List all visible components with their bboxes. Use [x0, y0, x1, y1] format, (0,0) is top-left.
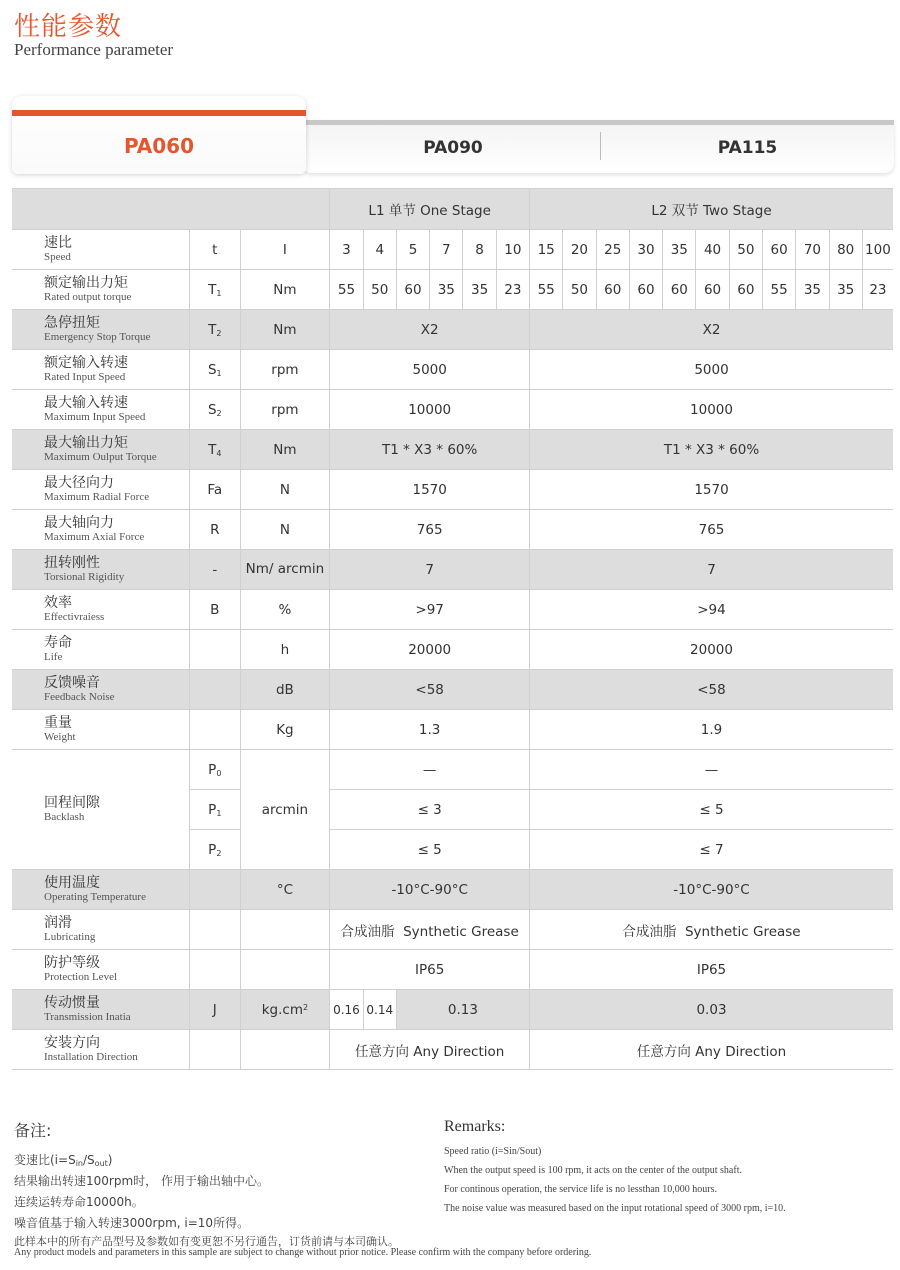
- param-cn: 最大输入转速: [44, 394, 128, 411]
- param-symbol: J: [190, 990, 240, 1030]
- torque-value: 35: [829, 270, 862, 310]
- param-cn: 使用温度: [44, 874, 100, 891]
- param-cn: 回程间隙: [44, 794, 100, 811]
- param-symbol: [190, 670, 240, 710]
- table-row: [12, 550, 893, 590]
- stage-one-value: 10000: [330, 390, 530, 430]
- stage-two-value: <58: [530, 670, 893, 710]
- stage-one-value: X2: [330, 310, 530, 350]
- stage-two-value: IP65: [530, 950, 893, 990]
- param-unit: [240, 910, 330, 950]
- param-symbol: [190, 710, 240, 750]
- remarks-cn-line: 结果输出转速100rpm时， 作用于输出轴中心。: [14, 1174, 269, 1188]
- ratio-value: 7: [430, 230, 463, 270]
- torque-value: 23: [862, 270, 893, 310]
- param-en: Maximum Axial Force: [44, 531, 145, 544]
- table-row: [12, 1030, 893, 1070]
- torque-value: 50: [363, 270, 396, 310]
- stage-two-value: 765: [530, 510, 893, 550]
- ratio-value: 3: [330, 230, 363, 270]
- param-unit: °C: [240, 870, 330, 910]
- remarks-en-line: When the output speed is 100 rpm, it acts on the center of the output shaft.: [444, 1165, 742, 1176]
- param-symbol: [190, 1030, 240, 1070]
- torque-value: 55: [330, 270, 363, 310]
- torque-value: 23: [496, 270, 529, 310]
- stage-two-value: 5000: [530, 350, 893, 390]
- param-en: Effectivraiess: [44, 611, 105, 624]
- table-row: [12, 670, 893, 710]
- active-tab-indicator: [12, 110, 306, 116]
- ratio-value: 15: [530, 230, 563, 270]
- table-row: [12, 430, 893, 470]
- notice-en: Any product models and parameters in this sample are subject to change without prior notice. Please confirm with the company before ordering.: [14, 1246, 592, 1258]
- ratio-value: 50: [729, 230, 762, 270]
- stage-one-value: 1570: [330, 470, 530, 510]
- param-en: Protection Level: [44, 971, 118, 984]
- ratio-value: 100: [862, 230, 893, 270]
- param-symbol: [190, 870, 240, 910]
- ratio-row: [12, 230, 893, 270]
- param-cn: 寿命: [44, 634, 72, 651]
- tab-pa115[interactable]: PA115: [717, 138, 778, 158]
- table-row: [12, 910, 893, 950]
- ratio-value: 20: [563, 230, 596, 270]
- remarks-cn: [14, 1118, 269, 1235]
- torque-value: 60: [396, 270, 429, 310]
- param-en: Maximum Oulput Torque: [44, 451, 157, 464]
- torque-value: 35: [463, 270, 496, 310]
- stage-one-value: <58: [330, 670, 530, 710]
- inertia-value: 0.16: [330, 990, 363, 1030]
- param-symbol: $T_2$: [190, 310, 240, 350]
- param-en: Torsional Rigidity: [44, 571, 125, 584]
- tab-pa060[interactable]: [12, 96, 306, 174]
- page-subtitle: Performance parameter: [14, 40, 174, 59]
- remarks-cn-line: 噪音值基于输入转速3000rpm, i=10所得。: [14, 1216, 250, 1230]
- ratio-value: 10: [496, 230, 529, 270]
- ratio-value: 30: [629, 230, 662, 270]
- tab-label: PA060: [123, 134, 195, 158]
- param-cn: 速比: [44, 234, 72, 251]
- param-en: Transmission Inatia: [44, 1011, 131, 1024]
- param-cn: 润滑: [44, 914, 72, 931]
- param-symbol: -: [190, 550, 240, 590]
- torque-value: 60: [663, 270, 696, 310]
- stage-two-value: —: [530, 750, 893, 790]
- stage-two-value: >94: [530, 590, 893, 630]
- param-cn: 安装方向: [44, 1034, 100, 1051]
- stage-one-value: 20000: [330, 630, 530, 670]
- param-en: Life: [44, 651, 63, 664]
- stage-two-header: L2 双节 Two Stage: [530, 189, 893, 230]
- param-cn: 扭转刚性: [44, 554, 100, 571]
- param-unit: Nm: [240, 310, 330, 350]
- table-row: [12, 710, 893, 750]
- param-cn: 防护等级: [44, 954, 100, 971]
- table-row: [12, 630, 893, 670]
- remarks-en-title: Remarks:: [444, 1118, 506, 1135]
- torque-value: 60: [729, 270, 762, 310]
- remarks-cn-line: 变速比$(i=S_{in}/S_{out})$: [14, 1153, 113, 1168]
- param-symbol: $T_1$: [190, 270, 240, 310]
- stage-one-value: -10°C-90°C: [330, 870, 530, 910]
- stage-two-value: T1 * X3 * 60%: [530, 430, 893, 470]
- torque-value: 35: [796, 270, 829, 310]
- param-unit: Nm/ arcmin: [240, 550, 330, 590]
- torque-value: 55: [762, 270, 795, 310]
- param-unit: [240, 1030, 330, 1070]
- param-symbol: $S_1$: [190, 350, 240, 390]
- param-symbol: [190, 910, 240, 950]
- remarks-en-line: For continous operation, the service life is no lessthan 10,000 hours.: [444, 1184, 718, 1195]
- stage-two-value: 7: [530, 550, 893, 590]
- param-cn: 最大轴向力: [44, 514, 114, 531]
- stage-two-value: -10°C-90°C: [530, 870, 893, 910]
- stage-one-value: 合成油脂 Synthetic Grease: [330, 910, 530, 950]
- stage-two-value: X2: [530, 310, 893, 350]
- param-unit: dB: [240, 670, 330, 710]
- model-tabs: [12, 96, 894, 176]
- notice-cn: 此样本中的所有产品型号及参数如有变更恕不另行通告，订货前请与本司确认。: [14, 1235, 399, 1248]
- param-cn: 额定输出力矩: [44, 274, 128, 291]
- ratio-value: 8: [463, 230, 496, 270]
- torque-value: 50: [563, 270, 596, 310]
- param-cn: 最大径向力: [44, 474, 114, 491]
- param-en: Emergency Stop Torque: [44, 331, 151, 344]
- torque-value: 60: [696, 270, 729, 310]
- param-symbol: Fa: [190, 470, 240, 510]
- ratio-value: 25: [596, 230, 629, 270]
- param-symbol: $S_2$: [190, 390, 240, 430]
- stage-two-value: ≤ 5: [530, 790, 893, 830]
- param-en: Installation Direction: [44, 1051, 138, 1064]
- stage-one-value: 7: [330, 550, 530, 590]
- stage-two-value: 20000: [530, 630, 893, 670]
- param-cn: 重量: [44, 714, 72, 731]
- stage-two-value: ≤ 7: [530, 830, 893, 870]
- table-row: [12, 390, 893, 430]
- stage-one-value: —: [330, 750, 530, 790]
- param-unit: Nm: [240, 430, 330, 470]
- ratio-value: 5: [396, 230, 429, 270]
- param-unit: [240, 950, 330, 990]
- inertia-row: [12, 990, 893, 1030]
- stage-one-value: 5000: [330, 350, 530, 390]
- param-unit: Kg: [240, 710, 330, 750]
- param-cn: 传动惯量: [44, 994, 100, 1011]
- param-unit: I: [240, 230, 330, 270]
- param-unit: rpm: [240, 350, 330, 390]
- param-unit: %: [240, 590, 330, 630]
- stage-one-value: 765: [330, 510, 530, 550]
- stage-one-value: T1 * X3 * 60%: [330, 430, 530, 470]
- remarks-cn-line: 连续运转寿命10000h。: [14, 1195, 144, 1209]
- table-row: [12, 870, 893, 910]
- table-row: [12, 350, 893, 390]
- param-unit: Nm: [240, 270, 330, 310]
- stage-one-value: ≤ 3: [330, 790, 530, 830]
- spec-table: [12, 188, 893, 1070]
- param-unit: arcmin: [240, 750, 330, 870]
- backlash-row: [12, 750, 893, 790]
- stage-two-value: 1.9: [530, 710, 893, 750]
- param-en: Maximum Input Speed: [44, 411, 146, 424]
- param-cn: 额定输入转速: [44, 354, 128, 371]
- remarks-cn-title: 备注:: [14, 1121, 52, 1140]
- param-unit: $kg.cm^2$: [240, 990, 330, 1030]
- stage-one-value: 1.3: [330, 710, 530, 750]
- param-en: Speed: [44, 251, 71, 264]
- stage-two-value: 10000: [530, 390, 893, 430]
- param-en: Weight: [44, 731, 76, 744]
- torque-value: 60: [596, 270, 629, 310]
- param-en: Feedback Noise: [44, 691, 115, 704]
- stage-two-value: 1570: [530, 470, 893, 510]
- remarks-en-line: The noise value was measured based on the input rotational speed of 3000 rpm, i=10.: [444, 1203, 786, 1214]
- table-row: [12, 310, 893, 350]
- backlash-level: $P_2$: [190, 830, 240, 870]
- stage-one-value: ≤ 5: [330, 830, 530, 870]
- param-cn: 最大输出力矩: [44, 434, 128, 451]
- stage-two-value: 0.03: [530, 990, 893, 1030]
- inertia-value: 0.13: [396, 990, 529, 1030]
- param-symbol: [190, 950, 240, 990]
- table-row: [12, 470, 893, 510]
- stage-one-value: >97: [330, 590, 530, 630]
- param-cn: 急停扭矩: [44, 314, 100, 331]
- param-symbol: t: [190, 230, 240, 270]
- param-symbol: R: [190, 510, 240, 550]
- param-unit: N: [240, 510, 330, 550]
- param-en: Backlash: [44, 811, 85, 824]
- stage-header-row: [12, 189, 893, 230]
- ratio-value: 60: [762, 230, 795, 270]
- param-en: Operating Temperature: [44, 891, 146, 904]
- param-cn: 反馈噪音: [44, 674, 100, 691]
- stage-two-value: 合成油脂 Synthetic Grease: [530, 910, 893, 950]
- tab-pa090[interactable]: PA090: [423, 138, 483, 158]
- table-row: [12, 590, 893, 630]
- ratio-value: 70: [796, 230, 829, 270]
- stage-one-value: IP65: [330, 950, 530, 990]
- param-en: Lubricating: [44, 931, 96, 944]
- remarks-en-line: Speed ratio (i=Sin/Sout): [444, 1146, 542, 1157]
- param-en: Rated output torque: [44, 291, 132, 304]
- backlash-level: $P_0$: [190, 750, 240, 790]
- footer-notice: [14, 1236, 591, 1258]
- ratio-value: 40: [696, 230, 729, 270]
- param-unit: N: [240, 470, 330, 510]
- torque-value: 60: [629, 270, 662, 310]
- stage-one-header: L1 单节 One Stage: [330, 189, 530, 230]
- param-en: Maximum Radial Force: [44, 491, 150, 504]
- remarks-en: [444, 1118, 786, 1222]
- ratio-value: 80: [829, 230, 862, 270]
- param-unit: rpm: [240, 390, 330, 430]
- inertia-value: 0.14: [363, 990, 396, 1030]
- ratio-value: 35: [663, 230, 696, 270]
- param-en: Rated Input Speed: [44, 371, 126, 384]
- param-unit: h: [240, 630, 330, 670]
- torque-value: 55: [530, 270, 563, 310]
- torque-value: 35: [430, 270, 463, 310]
- table-row: [12, 510, 893, 550]
- rated-torque-row: [12, 270, 893, 310]
- table-row: [12, 950, 893, 990]
- page-title: 性能参数: [14, 12, 123, 42]
- param-symbol: $T_4$: [190, 430, 240, 470]
- backlash-level: $P_1$: [190, 790, 240, 830]
- param-symbol: B: [190, 590, 240, 630]
- param-symbol: [190, 630, 240, 670]
- param-cn: 效率: [44, 594, 72, 611]
- ratio-value: 4: [363, 230, 396, 270]
- stage-two-value: 任意方向 Any Direction: [530, 1030, 893, 1070]
- stage-one-value: 任意方向 Any Direction: [330, 1030, 530, 1070]
